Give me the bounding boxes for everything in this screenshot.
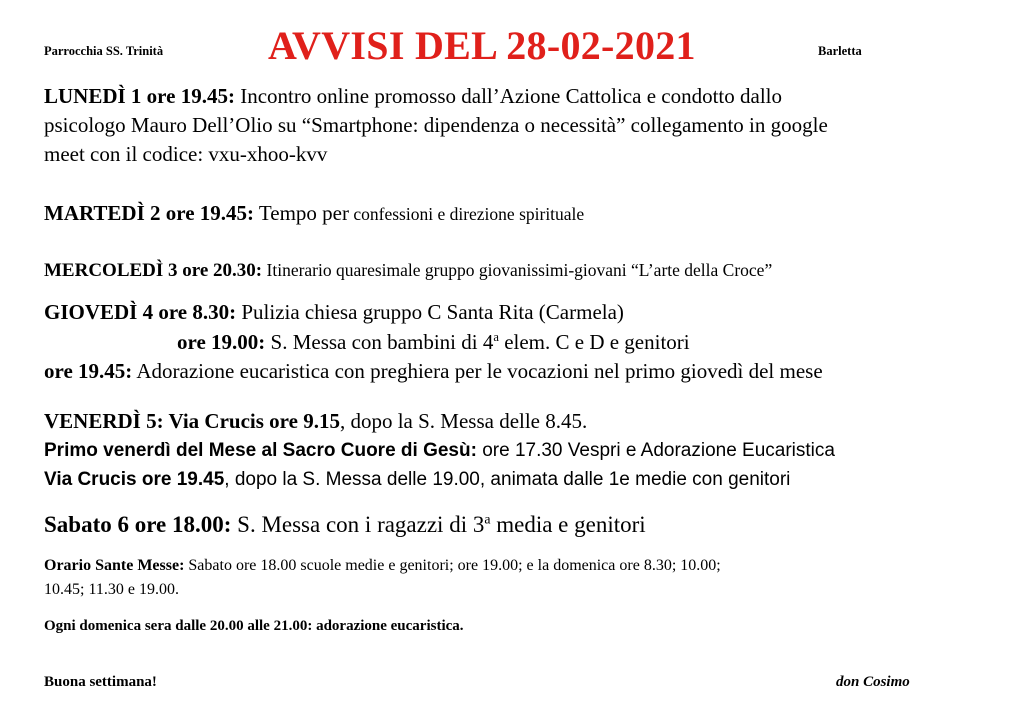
wednesday-text: Itinerario quaresimale gruppo giovanissimi-giovani “L’arte della Croce” [262,260,773,280]
page-title: AVVISI DEL 28-02-2021 [268,23,696,68]
thursday-line-1 [44,298,624,327]
saturday-text-b: media e genitori [490,512,646,537]
saturday-text-a: S. Messa con i ragazzi di 3 [231,512,485,537]
friday-label-3: Via Crucis ore 19.45 [44,469,225,490]
wednesday-label: MERCOLEDÌ 3 ore 20.30: [44,260,263,281]
thursday-label-3: ore 19.45: [44,359,133,383]
parish-name: Parrocchia SS. Trinità [44,44,164,58]
thursday-text-2b: elem. C e D e genitori [498,330,690,354]
tuesday-line [44,199,584,229]
signature: don Cosimo [836,674,910,690]
tuesday-label: MARTEDÌ 2 ore 19.45: [44,201,255,225]
mass-times-line-1 [44,554,721,577]
thursday-line-2 [177,328,690,357]
saturday-line [44,509,646,541]
friday-text-1: , dopo la S. Messa delle 8.45. [339,409,588,433]
friday-text-2: ore 17.30 Vespri e Adorazione Eucaristica [476,440,835,461]
saturday-text-sup: a [484,511,491,527]
thursday-label: GIOVEDÌ 4 ore 8.30: [44,300,237,324]
thursday-label-2: ore 19.00: [177,330,266,354]
monday-line-1 [44,82,782,111]
friday-label-2: Primo venerdì del Mese al Sacro Cuore di Gesù: [44,440,477,461]
mass-times-line-2: 10.45; 11.30 e 19.00. [44,581,179,598]
friday-text-3: , dopo la S. Messa delle 19.00, animata dalle 1e medie con genitori [224,469,791,490]
thursday-text-2a: S. Messa con bambini di 4 [265,330,494,354]
thursday-text-2-sup: a [493,330,499,344]
tuesday-text-a: Tempo per [254,201,349,225]
saturday-label: Sabato 6 ore 18.00: [44,512,232,537]
friday-line-1 [44,407,587,436]
thursday-line-3 [44,357,823,386]
monday-line-3: meet con il codice: vxu-xhoo-kvv [44,142,328,166]
thursday-text-1: Pulizia chiesa gruppo C Santa Rita (Carmela) [236,300,624,324]
mass-times-label: Orario Sante Messe: [44,557,185,574]
city-name: Barletta [818,44,862,58]
monday-label: LUNEDÌ 1 ore 19.45: [44,84,235,108]
monday-line-2: psicologo Mauro Dell’Olio su “Smartphone: dipendenza o necessità” collegamento in google [44,113,828,137]
friday-line-2 [44,436,835,465]
mass-times-text-1: Sabato ore 18.00 scuole medie e genitori; ore 19.00; e la domenica ore 8.30; 10.00; [184,557,721,574]
sunday-adoration-note: Ogni domenica sera dalle 20.00 alle 21.00: adorazione eucaristica. [44,618,464,634]
thursday-text-3: Adorazione eucaristica con preghiera per le vocazioni nel primo giovedì del mese [132,359,823,383]
wednesday-line [44,255,772,285]
friday-line-3 [44,465,790,494]
greeting: Buona settimana! [44,674,157,690]
friday-label: VENERDÌ 5: Via Crucis ore 9.15 [44,409,340,433]
monday-text-1: Incontro online promosso dall’Azione Cattolica e condotto dallo [234,84,782,108]
tuesday-text-b: confessioni e direzione spirituale [348,204,585,224]
